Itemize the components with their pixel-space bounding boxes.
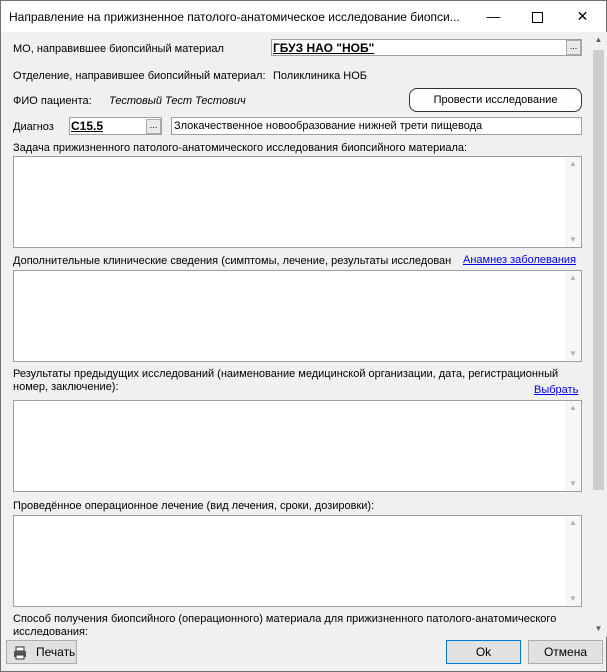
method-label-line1: Способ получения биопсийного (операционного) материала для прижизненного патолого-анатомического [13,613,557,625]
diagnosis-text: Злокачественное новообразование нижней трети пищевода [174,120,483,132]
conduct-research-button[interactable]: Провести исследование [409,88,582,112]
form-content [1,32,591,636]
scroll-up-icon[interactable]: ▲ [569,159,577,168]
print-button[interactable] [6,640,77,664]
task-scrollbar[interactable] [565,157,581,247]
print-label: Печать [36,645,76,659]
cancel-button[interactable]: Отмена [528,640,603,664]
surgery-textarea[interactable] [13,515,582,607]
minimize-button[interactable]: — [486,8,501,24]
diagnosis-label: Диагноз [13,121,54,133]
scroll-up-icon[interactable]: ▲ [594,35,603,44]
button-bar [1,637,606,671]
mo-label: МО, направившее биопсийный материал [13,43,224,55]
prev-results-scrollbar[interactable] [565,401,581,491]
scroll-up-icon[interactable]: ▲ [569,403,577,412]
department-value: Поликлиника НОБ [273,70,368,82]
anamnesis-link[interactable]: Анамнез заболевания [463,254,577,266]
mo-select-button[interactable]: ... [566,40,581,55]
department-label: Отделение, направившее биопсийный материал: [13,70,266,82]
patient-label: ФИО пациента: [13,95,92,107]
scroll-up-icon[interactable]: ▲ [569,273,577,282]
scroll-down-icon[interactable]: ▼ [569,594,577,603]
window-title: Направление на прижизненное патолого-анатомическое исследование биопси... [9,10,460,24]
diagnosis-text-field[interactable] [171,117,582,135]
task-label: Задача прижизненного патолого-анатомического исследования биопсийного материала: [13,142,468,154]
diagnosis-code: C15.5 [71,119,104,133]
clinical-textarea[interactable] [13,270,582,362]
scroll-down-icon[interactable]: ▼ [569,479,577,488]
prev-results-textarea[interactable] [13,400,582,492]
ok-button[interactable]: Ok [446,640,521,664]
scrollbar-thumb[interactable] [593,50,604,490]
scroll-down-icon[interactable]: ▼ [569,235,577,244]
diagnosis-select-button[interactable]: ... [146,119,161,134]
mo-field[interactable] [271,39,582,56]
printer-icon [13,645,27,659]
surgery-label: Проведённое операционное лечение (вид лечения, сроки, дозировки): [13,500,375,512]
maximize-icon [532,12,543,23]
clinical-scrollbar[interactable] [565,271,581,361]
clinical-label: Дополнительные клинические сведения (симптомы, лечение, результаты исследован [13,255,452,267]
prev-results-label-line2: номер, заключение): [13,381,119,393]
scroll-down-icon[interactable]: ▼ [569,349,577,358]
task-textarea[interactable] [13,156,582,248]
scroll-up-icon[interactable]: ▲ [569,518,577,527]
prev-results-label-line1: Результаты предыдущих исследований (наименование медицинской организации, дата, регистрационный [13,368,559,380]
surgery-scrollbar[interactable] [565,516,581,606]
select-link[interactable]: Выбрать [534,384,579,396]
scroll-down-icon[interactable]: ▼ [594,624,603,633]
maximize-button[interactable] [515,1,560,32]
main-scrollbar[interactable] [590,32,607,637]
patient-value: Тестовый Тест Тестович [109,95,246,107]
close-button[interactable]: ✕ [576,8,589,24]
mo-value: ГБУЗ НАО "НОБ" [273,41,375,55]
method-label-line2: исследования: [13,626,89,636]
title-bar[interactable] [1,1,606,32]
